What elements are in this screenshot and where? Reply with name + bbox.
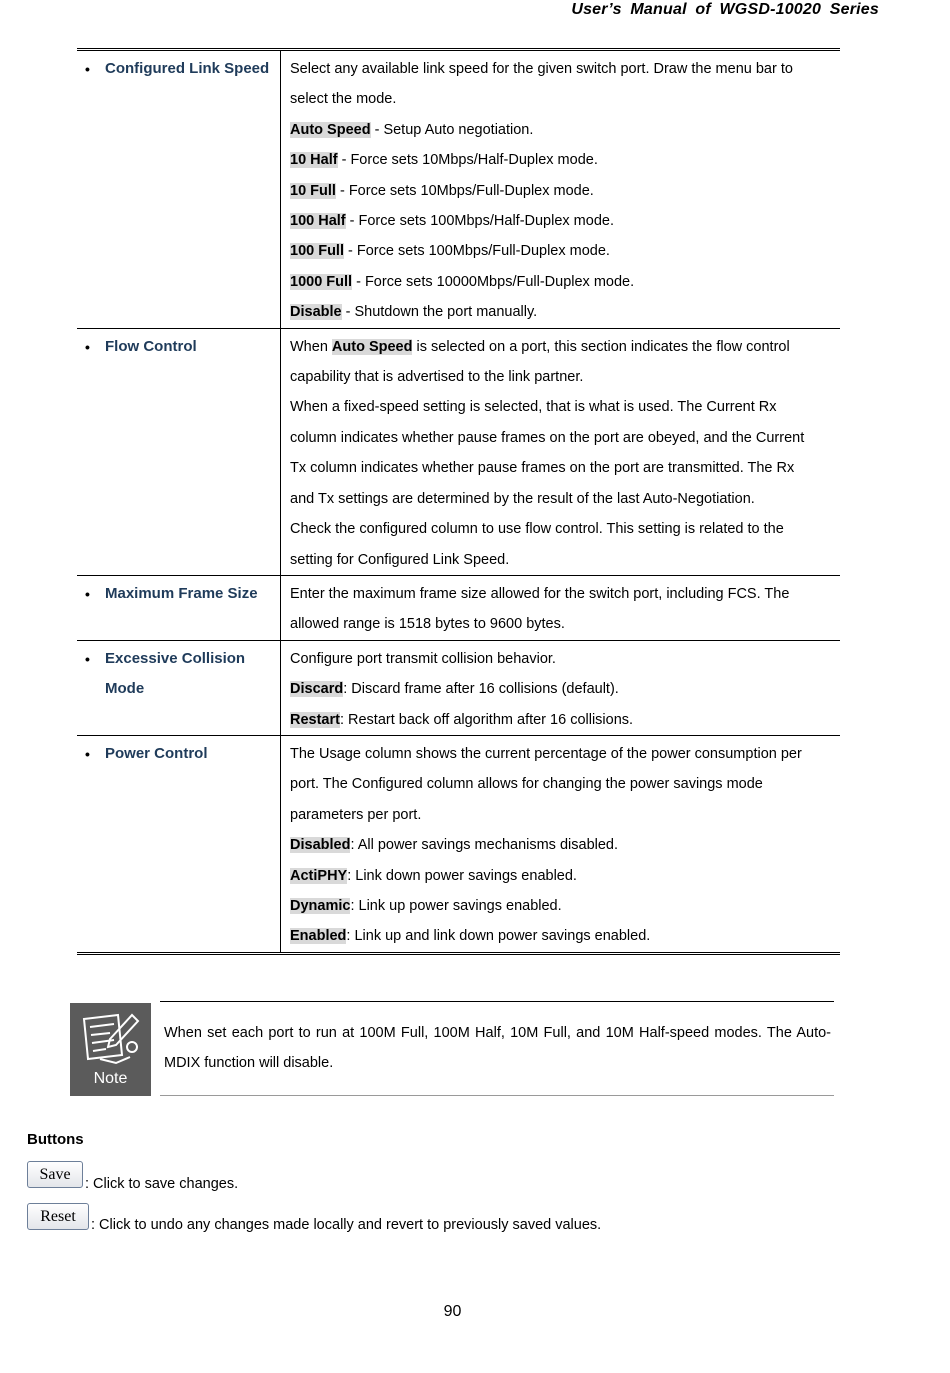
description-text: - Force sets 10000Mbps/Full-Duplex mode. [352, 273, 635, 290]
parameter-label [77, 579, 280, 609]
bullet-icon: • [85, 338, 90, 355]
description-line [290, 423, 832, 453]
parameter-label-text: Excessive Collision Mode [105, 649, 246, 697]
description-text: Tx column indicates whether pause frames on the port are transmitted. The Rx [290, 460, 795, 477]
parameter-name-cell [77, 575, 281, 640]
description-text: is selected on a port, this section indicates the flow control [412, 338, 790, 355]
description-line [290, 705, 832, 735]
page-number: 90 [443, 1303, 462, 1320]
description-text: Check the configured column to use flow control. This setting is related to the [290, 521, 784, 538]
option-term: Enabled [290, 928, 347, 945]
note-icon [70, 1003, 151, 1096]
description-text: : Restart back off algorithm after 16 collisions. [339, 711, 634, 728]
description-line [290, 514, 832, 544]
parameter-label [77, 332, 280, 362]
description-text: capability that is advertised to the link partner. [290, 369, 584, 386]
description-text: : Link up power savings enabled. [350, 897, 562, 914]
description-line [290, 545, 832, 575]
description-line [290, 84, 832, 114]
parameter-description-cell [281, 50, 841, 329]
note-bottom-rule [160, 1095, 834, 1096]
description-line [290, 332, 832, 362]
description-text: - Shutdown the port manually. [341, 304, 538, 321]
parameter-description-cell [281, 735, 841, 953]
description-prefix: When [290, 338, 332, 355]
parameter-label [77, 739, 280, 769]
option-term: 1000 Full [290, 273, 353, 290]
description-text: port. The Configured column allows for changing the power savings mode [290, 776, 763, 793]
option-term: Restart [290, 711, 340, 728]
description-line [290, 769, 832, 799]
description-line [290, 236, 832, 266]
description-text: - Force sets 100Mbps/Full-Duplex mode. [344, 243, 610, 260]
description-line [290, 362, 832, 392]
table-row [77, 640, 840, 735]
bullet-icon: • [85, 650, 90, 667]
description-line [290, 921, 832, 951]
buttons-section-heading: Buttons [27, 1131, 84, 1148]
bullet-icon: • [85, 585, 90, 602]
option-term: ActiPHY [290, 867, 348, 884]
bullet-icon: • [85, 745, 90, 762]
description-line [290, 54, 832, 84]
description-line [290, 297, 832, 327]
description-text: Select any available link speed for the given switch port. Draw the menu bar to [290, 61, 793, 77]
note-icon-label: Note [93, 1070, 128, 1087]
description-line [290, 609, 832, 639]
parameter-description-cell [281, 575, 841, 640]
option-term: Auto Speed [331, 338, 413, 355]
description-text: - Setup Auto negotiation. [370, 121, 534, 138]
option-term: Discard [290, 681, 344, 698]
description-line [290, 891, 832, 921]
parameter-description-cell [281, 328, 841, 575]
description-text: Configure port transmit collision behavior. [290, 650, 556, 667]
parameter-name-cell [77, 640, 281, 735]
description-text: allowed range is 1518 bytes to 9600 bytes. [290, 616, 565, 633]
description-text: parameters per port. [290, 806, 422, 823]
parameter-label-text: Flow Control [105, 337, 197, 355]
description-text: : Discard frame after 16 collisions (default). [343, 681, 619, 698]
description-text: setting for Configured Link Speed. [290, 551, 510, 568]
description-line [290, 267, 832, 297]
description-line [290, 206, 832, 236]
description-line [290, 484, 832, 514]
option-term: Dynamic [290, 897, 351, 914]
description-text: : Link up and link down power savings enabled. [346, 928, 651, 945]
description-line [290, 861, 832, 891]
table-row [77, 575, 840, 640]
note-top-rule [160, 1001, 834, 1002]
parameter-name-cell [77, 50, 281, 329]
description-text: column indicates whether pause frames on the port are obeyed, and the Current [290, 429, 805, 446]
option-term: 10 Full [290, 182, 336, 199]
option-term: 10 Half [290, 152, 338, 169]
description-line [290, 145, 832, 175]
bullet-icon: • [85, 61, 90, 77]
table-row [77, 50, 840, 329]
parameter-label [77, 54, 280, 84]
table-row [77, 735, 840, 953]
page-header-title: User’s Manual of WGSD-10020 Series [571, 1, 879, 18]
description-line [290, 115, 832, 145]
option-term: 100 Half [290, 213, 346, 230]
description-text: - Force sets 10Mbps/Half-Duplex mode. [337, 152, 598, 169]
option-term: 100 Full [290, 243, 344, 260]
parameter-name-cell [77, 328, 281, 575]
description-line [290, 830, 832, 860]
description-line [290, 739, 832, 769]
reset-button-description: : Click to undo any changes made locally and revert to previously saved values. [91, 1217, 602, 1233]
parameter-label [77, 644, 280, 704]
option-term: Auto Speed [290, 121, 371, 138]
description-line [290, 392, 832, 422]
description-text: : All power savings mechanisms disabled. [350, 837, 619, 854]
parameter-table [77, 48, 840, 955]
description-text: select the mode. [290, 91, 397, 108]
save-button[interactable]: Save [27, 1161, 83, 1188]
description-text: - Force sets 100Mbps/Half-Duplex mode. [345, 213, 614, 230]
description-text: : Link down power savings enabled. [347, 867, 577, 884]
description-line [290, 453, 832, 483]
option-term: Disable [290, 304, 342, 321]
parameter-label-text: Power Control [105, 744, 208, 762]
parameter-description-cell [281, 640, 841, 735]
description-text: - Force sets 10Mbps/Full-Duplex mode. [335, 182, 594, 199]
description-text: and Tx settings are determined by the result of the last Auto-Negotiation. [290, 490, 755, 507]
option-term: Disabled [290, 837, 351, 854]
parameter-label-text: Maximum Frame Size [105, 584, 258, 602]
description-line [290, 674, 832, 704]
description-line [290, 176, 832, 206]
parameter-label-text: Configured Link Speed [105, 60, 270, 77]
description-line [290, 579, 832, 609]
note-text: When set each port to run at 100M Full, 100M Half, 10M Full, and 10M Half-speed modes. The Auto-MDIX function will disable. [164, 1025, 831, 1072]
description-text: The Usage column shows the current percentage of the power consumption per [290, 745, 802, 762]
parameter-name-cell [77, 735, 281, 953]
table-row [77, 328, 840, 575]
description-line [290, 800, 832, 830]
save-button-description: : Click to save changes. [85, 1176, 239, 1192]
description-text: Enter the maximum frame size allowed for the switch port, including FCS. The [290, 585, 790, 602]
description-text: When a fixed-speed setting is selected, that is what is used. The Current Rx [290, 399, 777, 416]
description-line [290, 644, 832, 674]
reset-button[interactable]: Reset [27, 1203, 89, 1230]
